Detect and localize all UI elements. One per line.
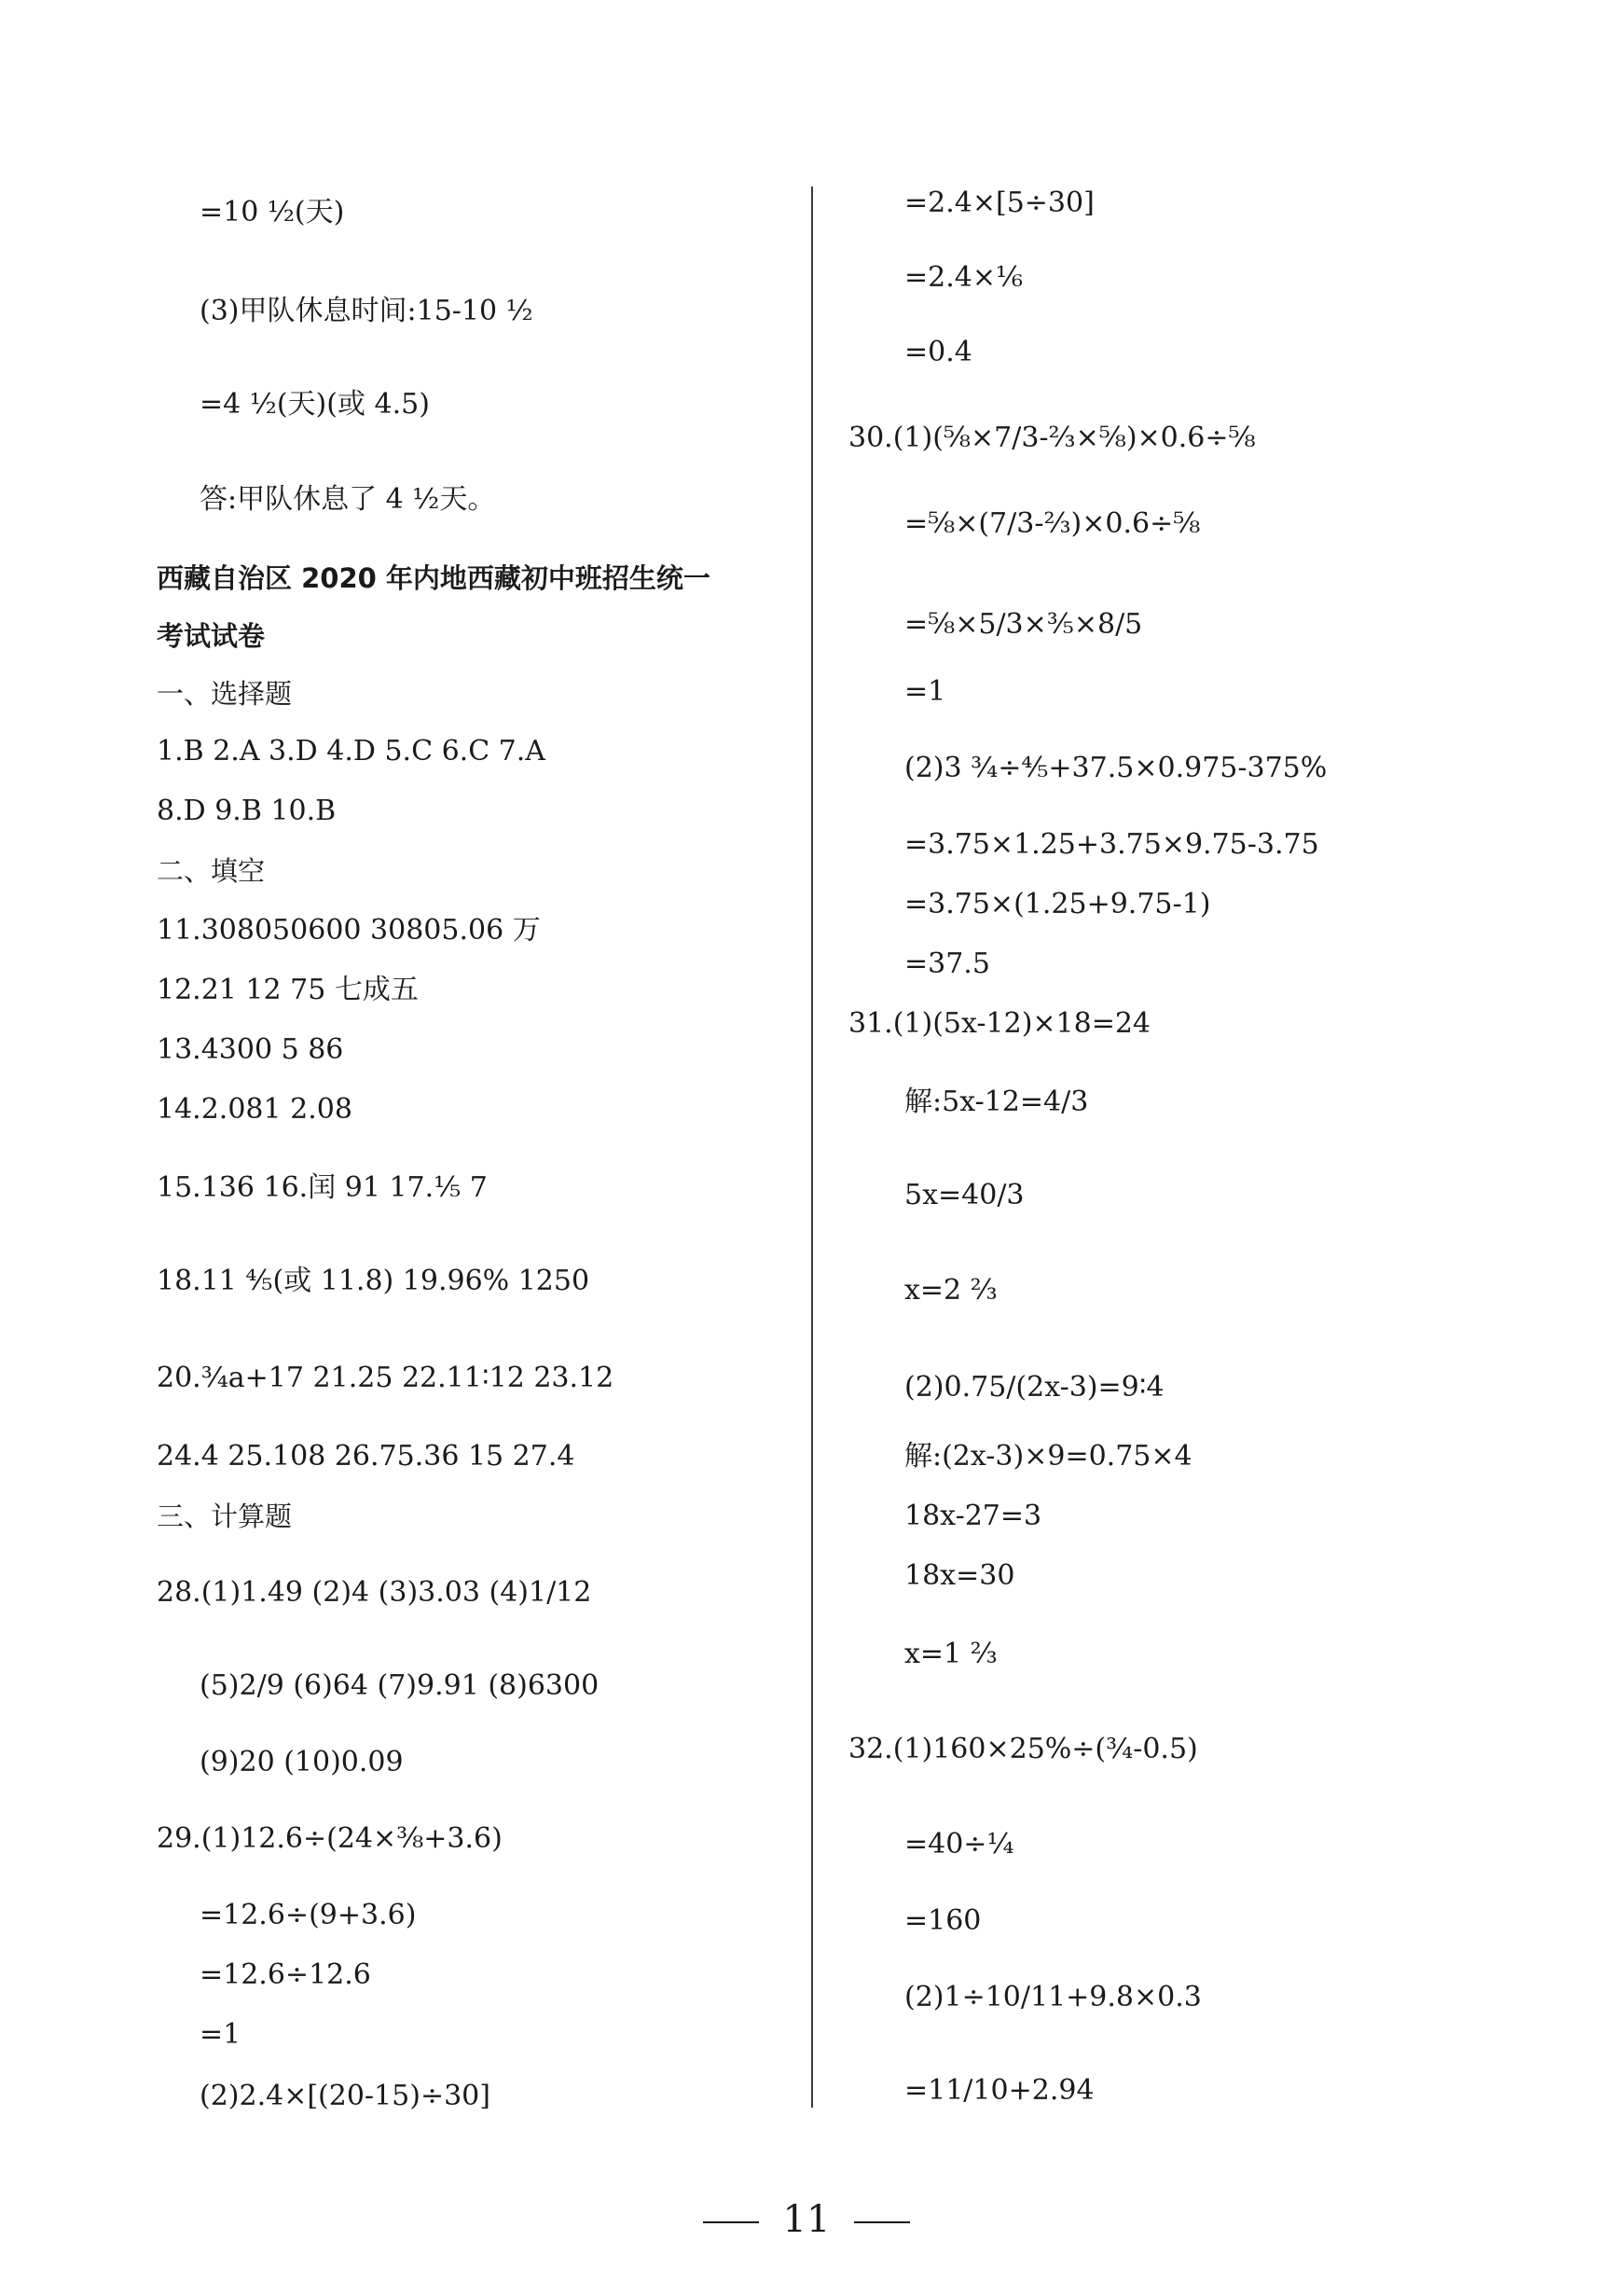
right-column-line: =0.4: [904, 336, 972, 368]
left-column-line: 答:甲队休息了 4 ½天。: [200, 483, 496, 516]
left-column-line: 29.(1)12.6÷(24×⅜+3.6): [157, 1822, 503, 1855]
left-column-line: 8.D 9.B 10.B: [157, 795, 337, 827]
page-number: [0, 2196, 1613, 2243]
right-column-line: =2.4×[5÷30]: [904, 187, 1095, 219]
right-column-line: 5x=40/3: [904, 1179, 1025, 1211]
right-column-line: (2)3 ¾÷⅘+37.5×0.975-375%: [904, 752, 1328, 784]
left-column-line: 考试试卷: [157, 620, 266, 652]
page-number-dash-left: [703, 2221, 759, 2223]
left-column-line: =12.6÷12.6: [200, 1958, 371, 1991]
right-column-line: =160: [904, 1904, 982, 1937]
right-column-line: =⅝×5/3×⅗×8/5: [904, 608, 1143, 641]
left-column-line: 1.B 2.A 3.D 4.D 5.C 6.C 7.A: [157, 735, 545, 768]
right-column-line: =40÷¼: [904, 1828, 1014, 1860]
left-column-line: 二、填空: [157, 855, 266, 887]
left-column-line: 14.2.081 2.08: [157, 1093, 352, 1126]
right-column-line: =1: [904, 675, 946, 708]
right-column-line: =⅝×(7/3-⅔)×0.6÷⅝: [904, 507, 1201, 540]
left-column-line: 11.308050600 30805.06 万: [157, 914, 541, 947]
right-column-line: 30.(1)(⅝×7/3-⅔×⅝)×0.6÷⅝: [848, 422, 1256, 454]
left-column-line: 20.¾a+17 21.25 22.11∶12 23.12: [157, 1362, 614, 1394]
right-column-line: 18x=30: [904, 1559, 1015, 1592]
left-column-line: 西藏自治区 2020 年内地西藏初中班招生统一: [157, 562, 710, 594]
right-column-line: x=1 ⅔: [904, 1638, 998, 1670]
left-column-line: 24.4 25.108 26.75.36 15 27.4: [157, 1440, 575, 1473]
right-column-line: =3.75×1.25+3.75×9.75-3.75: [904, 828, 1319, 861]
left-column-line: 一、选择题: [157, 678, 293, 710]
left-column-line: =4 ½(天)(或 4.5): [200, 388, 430, 421]
left-column-line: 三、计算题: [157, 1501, 293, 1532]
page-number-text: 11: [782, 2198, 831, 2241]
right-column-line: =2.4×⅙: [904, 261, 1024, 294]
left-column-line: 13.4300 5 86: [157, 1033, 344, 1066]
right-column-line: 32.(1)160×25%÷(¾-0.5): [848, 1733, 1198, 1765]
right-column-line: 18x-27=3: [904, 1500, 1042, 1532]
right-column-line: 解:(2x-3)×9=0.75×4: [904, 1440, 1193, 1473]
left-column-line: =12.6÷(9+3.6): [200, 1899, 417, 1931]
left-column-line: =1: [200, 2018, 241, 2051]
page-number-dash-right: [854, 2221, 910, 2223]
right-column-line: =11/10+2.94: [904, 2074, 1095, 2107]
left-column-line: 18.11 ⅘(或 11.8) 19.96% 1250: [157, 1265, 590, 1297]
column-divider: [811, 187, 813, 2108]
right-column-line: (2)1÷10/11+9.8×0.3: [904, 1981, 1202, 2013]
right-column-line: 31.(1)(5x-12)×18=24: [848, 1007, 1151, 1040]
left-column-line: (9)20 (10)0.09: [200, 1746, 404, 1778]
left-column-line: 28.(1)1.49 (2)4 (3)3.03 (4)1/12: [157, 1576, 592, 1609]
left-column-line: (3)甲队休息时间:15-10 ½: [200, 295, 533, 327]
right-column-line: 解:5x-12=4/3: [904, 1086, 1089, 1118]
left-column-line: =10 ½(天): [200, 196, 345, 228]
right-column-line: x=2 ⅔: [904, 1274, 998, 1307]
left-column-line: 15.136 16.闰 91 17.⅕ 7: [157, 1171, 488, 1204]
left-column-line: (5)2/9 (6)64 (7)9.91 (8)6300: [200, 1669, 600, 1702]
right-column-line: =3.75×(1.25+9.75-1): [904, 888, 1211, 920]
left-column-line: 12.21 12 75 七成五: [157, 974, 419, 1006]
right-column-line: (2)0.75/(2x-3)=9∶4: [904, 1371, 1165, 1404]
right-column-line: =37.5: [904, 947, 990, 980]
left-column-line: (2)2.4×[(20-15)÷30]: [200, 2080, 490, 2112]
